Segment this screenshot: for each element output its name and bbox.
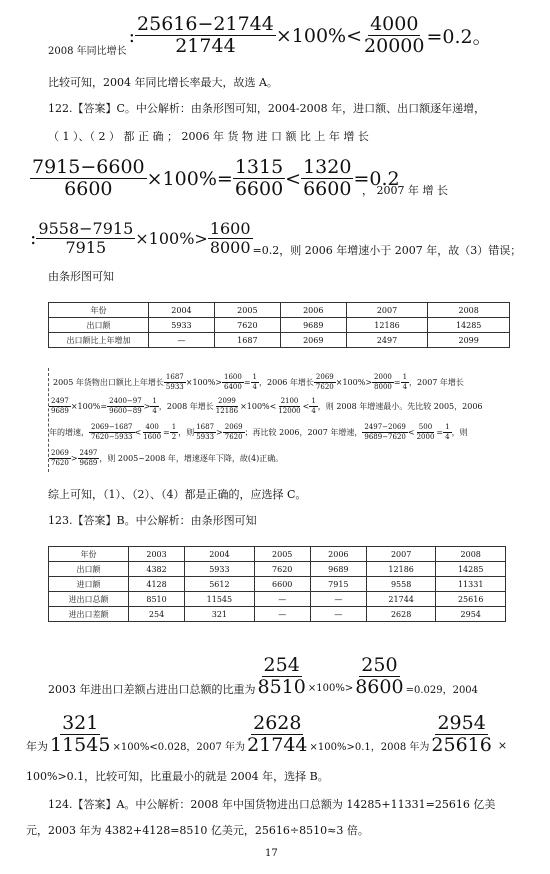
table-header: 2006 bbox=[310, 547, 366, 562]
q123-line1: 2003 年进出口差额占进出口总额的比重为 $\frac{254}{8510}$ ×100%> $\frac{250}{8600}$ =0.029，2004 bbox=[48, 654, 479, 698]
table-row: 出口额 5933 7620 9689 12186 14285 bbox=[49, 318, 510, 333]
q122-eq1-right: ， 2007 年 增 长 bbox=[362, 184, 448, 197]
q123-table bbox=[48, 546, 506, 622]
table-header: 2007 bbox=[346, 303, 428, 318]
table-header: 2008 bbox=[436, 547, 506, 562]
table-header: 2003 bbox=[129, 547, 185, 562]
table-header: 2007 bbox=[366, 547, 436, 562]
q123-line2: 年为 $\frac{321}{11545}$ ×100%<0.028，2007 年为 $\frac{2628}{21744}$ ×100%>0.1，2008 年为 $\frac{2954}{25616}$ × bbox=[26, 712, 508, 756]
table-header: 2004 bbox=[149, 303, 215, 318]
q122-table bbox=[48, 302, 510, 348]
table-row: 出口额比上年增加 — 1687 2069 2497 2099 bbox=[49, 333, 510, 348]
q122-eq2: : $\frac{9558-7915}{7915}$ ×100%> $\frac{1600}{8000}$ =0.2，则 2006 年增速小于 2007 年，故（3）错误； bbox=[30, 218, 522, 257]
table-row: 进出口总额 8510 11545 — — 21744 25616 bbox=[49, 592, 506, 607]
table-header: 2005 bbox=[214, 303, 280, 318]
q122-head: 122.【答案】C。中公解析：由条形图可知，2004-2008 年，进口额、出口额逐年递增， bbox=[48, 102, 486, 115]
table-header: 年份 bbox=[49, 303, 149, 318]
q122-line-after: 由条形图可知 bbox=[48, 270, 114, 283]
q123-line3: 100%>0.1，比较可知，比重最小的就是 2004 年，选择 B。 bbox=[26, 770, 329, 783]
page-number: 17 bbox=[265, 848, 278, 859]
q123-head: 123.【答案】B。中公解析：由条形图可知 bbox=[48, 514, 257, 527]
label-2008-growth: 2008 年同比增长 bbox=[48, 46, 127, 57]
eq-2008-growth: 2008 年同比增长 : $\frac{25616-21744}{21744}$ ×100%< $\frac{4000}{20000}$ =0.2。 bbox=[48, 13, 492, 57]
table-header: 2006 bbox=[280, 303, 346, 318]
table-header: 2004 bbox=[185, 547, 255, 562]
q124-line1: 124.【答案】A。中公解析：2008 年中国货物进出口总额为 14285+11331=25616 亿美 bbox=[48, 798, 496, 811]
table-row: 出口额 4382 5933 7620 9689 12186 14285 bbox=[49, 562, 506, 577]
table-row: 进口额 4128 5612 6600 7915 9558 11331 bbox=[49, 577, 506, 592]
fraction: $\frac{4000}{20000}$ bbox=[364, 13, 425, 57]
table-row: 进出口差额 254 321 — — 2628 2954 bbox=[49, 607, 506, 622]
text-line: 比较可知，2004 年同比增长率最大，故选 A。 bbox=[48, 76, 278, 89]
table-header: 2008 bbox=[428, 303, 510, 318]
q122-line2: （ 1 ）、（ 2 ） 都 正 确 ； 2006 年 货 物 进 口 额 比 上 年 增 长 bbox=[48, 130, 369, 143]
q122-eq1: $\frac{7915-6600}{6600}$ ×100%= $\frac{1315}{6600}$ < $\frac{1320}{6600}$ =0.2 bbox=[32, 156, 400, 200]
q124-line2: 元，2003 年为 4382+4128=8510 亿美元，25616÷8510≈3 倍。 bbox=[26, 824, 369, 837]
q122-conclusion: 综上可知，（1）、（2）、（4）都是正确的，应选择 C。 bbox=[48, 488, 307, 501]
table-header: 年份 bbox=[49, 547, 129, 562]
calc-inset: 2005 年货物出口额比上年增长 $\frac{1687}{5933}$ ×100%> $\frac{1600}{6400}$ = $\frac{1}{4}$ ，2006 年增长 $\frac{2069}{7620}$ ×100%> $\frac{2000}{8000}$ = $\frac{1}{4}$ ，2007 年增长 $\frac{2497}{9689}$ ×100%= $\frac{2400-97}{9600-89}$ > $\frac{1}{4}$ ，2008 年增长 $\frac{2099}{12186}$ ×100%< $\frac{2100}{12000}$ < $\frac{1}{4}$ ，则 2008 年增速最小。先比较 2005，2006 年的增速， $\frac{2069-1687}{7620-5933}$ < $\frac{400}{1600}$ = $\frac{1}{2}$ ，则 $\frac{1687}{5933}$ > $\frac{2069}{7620}$ ；再比较 2006，2007 年增速， $\frac{2497-2069}{9689-7620}$ < $\frac{500}{2000}$ = $\frac{1}{4}$ ，则 $\frac{2069}{7620}$ > $\frac{2497}{9689}$ ，则 2005~2008 年，增速逐年下降，故(4)正确。 bbox=[48, 368, 510, 472]
table-header: 2005 bbox=[254, 547, 310, 562]
fraction: $\frac{25616-21744}{21744}$ bbox=[137, 13, 274, 57]
